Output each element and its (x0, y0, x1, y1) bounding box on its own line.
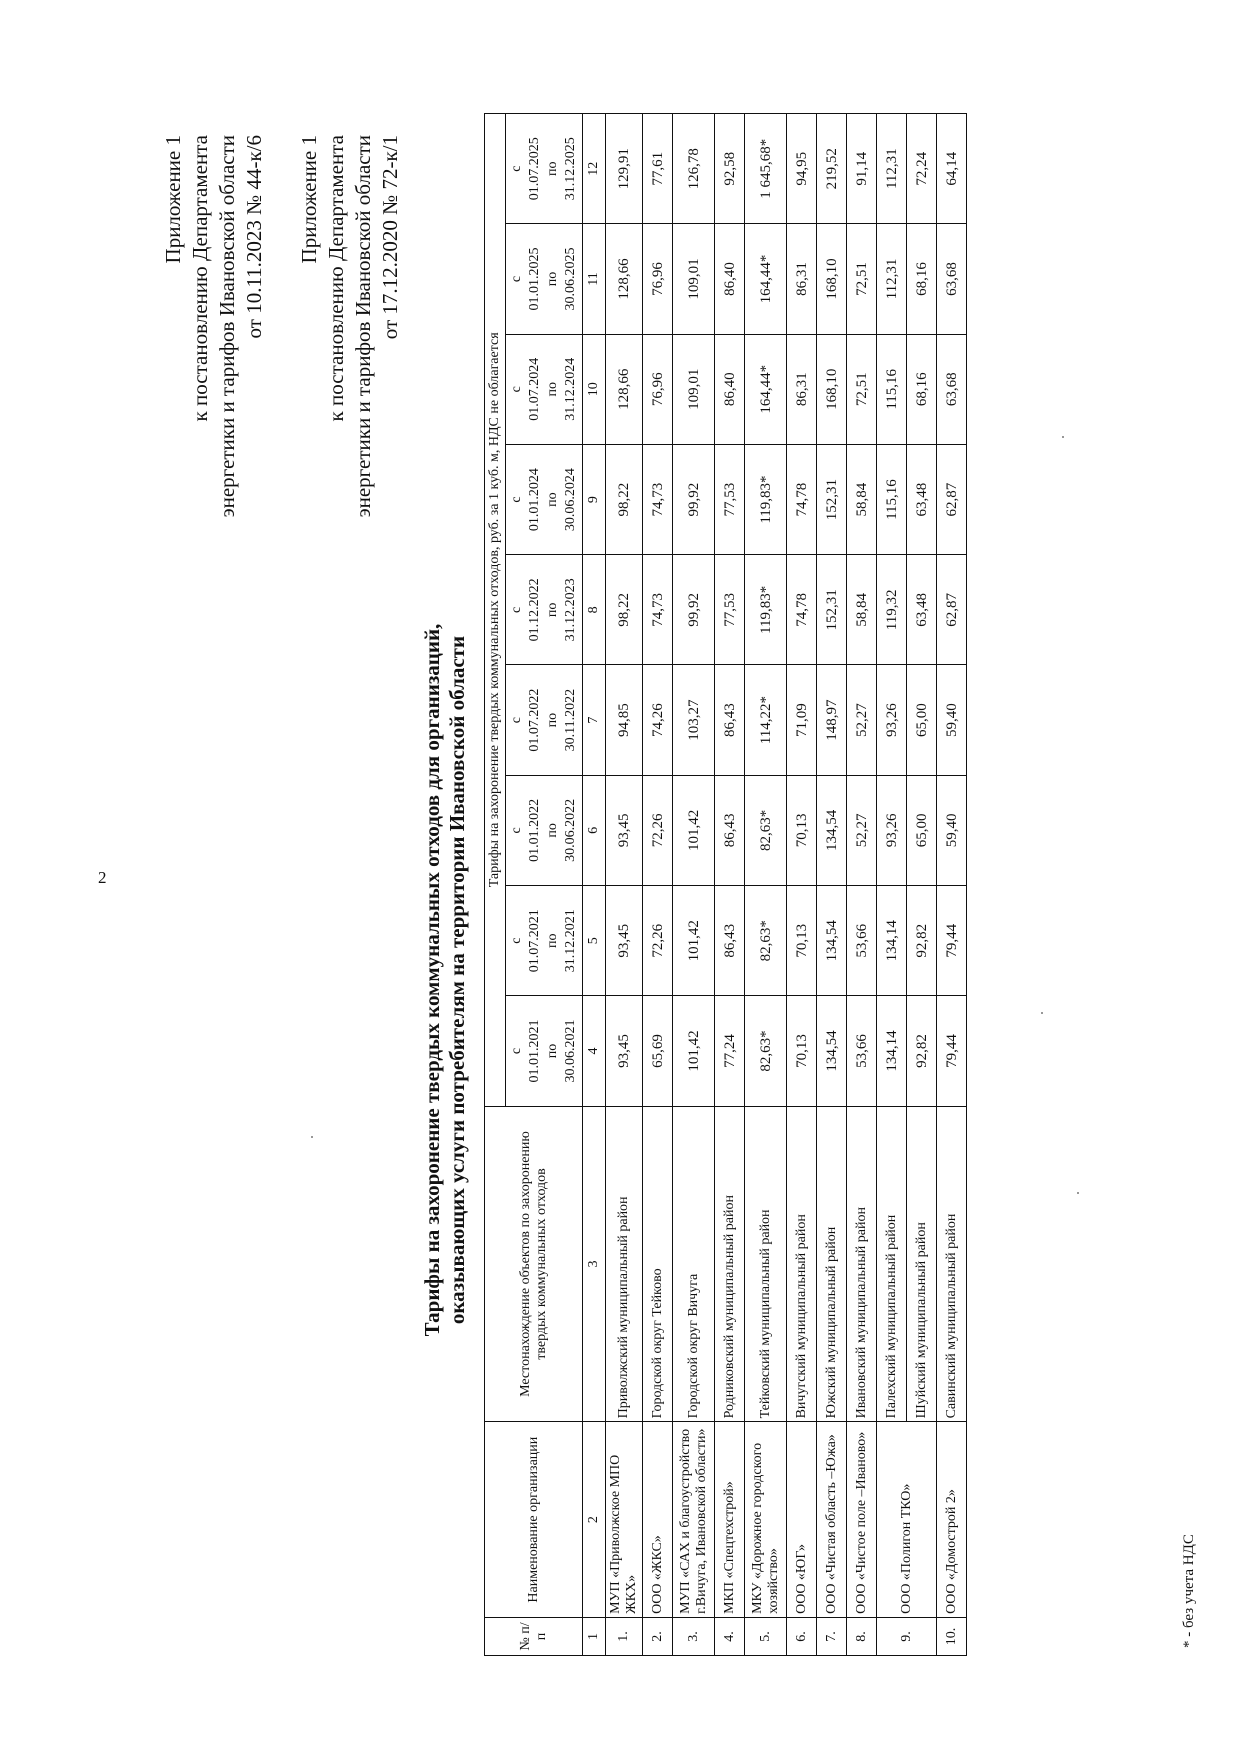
organization-name: МУП «Приволжское МПО ЖКХ» (606, 1422, 643, 1618)
table-row (745, 114, 787, 1656)
period-end: 30.06.2024 (563, 468, 578, 532)
tariff-value: 126,78 (673, 114, 715, 224)
tariff-value: 114,22* (745, 665, 787, 775)
period-end: 30.11.2022 (563, 688, 578, 752)
table-row (787, 114, 817, 1656)
organization-name: МКП «Спецтехстрой» (715, 1422, 745, 1618)
row-number: 9. (877, 1617, 937, 1655)
tariff-value: 129,91 (606, 114, 643, 224)
row-number: 6. (787, 1617, 817, 1655)
period-by: по (545, 602, 560, 618)
tariff-value: 99,92 (673, 555, 715, 665)
tariff-value: 86,43 (715, 775, 745, 885)
period-by: по (545, 712, 560, 728)
column-index: 11 (583, 224, 606, 334)
tariff-value: 68,16 (907, 334, 937, 444)
tariff-value: 52,27 (847, 775, 877, 885)
column-index: 1 (583, 1617, 606, 1655)
tariff-value: 65,00 (907, 775, 937, 885)
table-row (606, 114, 643, 1656)
organization-name: ООО «ЖКС» (643, 1422, 673, 1618)
period-start: 01.01.2021 (527, 1019, 542, 1083)
organization-name: ООО «Чистая область –Южа» (817, 1422, 847, 1618)
period-by: по (545, 933, 560, 948)
title-line: оказывающих услуги потребителям на территории Ивановской области (445, 635, 469, 1325)
tariff-value: 134,54 (817, 996, 847, 1106)
period-start: 01.01.2022 (527, 798, 542, 862)
organization-name: ООО «Домострой 2» (937, 1422, 967, 1618)
tariff-value: 52,27 (847, 665, 877, 775)
appendix-line: от 10.11.2023 № 44-к/6 (242, 135, 266, 339)
document-title (420, 400, 470, 1560)
tariff-value: 72,26 (643, 886, 673, 996)
period-from: с (509, 386, 524, 393)
tariff-value: 134,54 (817, 775, 847, 885)
period-end: 30.06.2025 (563, 247, 578, 311)
landfill-location: Родниковский муниципальный район (715, 1106, 745, 1422)
appendix-block-2023 (160, 135, 268, 517)
header-org: Наименование организации (485, 1422, 583, 1618)
period-by: по (545, 271, 560, 287)
period-by: по (545, 1043, 560, 1059)
tariff-value: 134,14 (877, 996, 907, 1106)
tariff-value: 119,83* (745, 444, 787, 554)
appendix-line: энергетики и тарифов Ивановской области (215, 135, 239, 518)
column-index: 8 (583, 555, 606, 665)
organization-name: ООО «Полигон ТКО» (877, 1422, 937, 1618)
appendix-line: к постановлению Департамента (188, 135, 212, 422)
period-from: с (509, 1047, 524, 1055)
landfill-location: Палехский муниципальный район (877, 1106, 907, 1422)
column-index: 5 (583, 886, 606, 996)
column-index: 7 (583, 665, 606, 775)
tariff-value: 93,26 (877, 775, 907, 885)
tariff-value: 74,78 (787, 444, 817, 554)
appendix-line: энергетики и тарифов Ивановской области (351, 135, 375, 518)
period-start: 01.12.2022 (527, 578, 542, 642)
tariff-value: 92,82 (907, 996, 937, 1106)
row-number: 5. (745, 1617, 787, 1655)
appendix-block-2020 (296, 135, 404, 517)
tariff-value: 77,61 (643, 114, 673, 224)
tariff-value: 72,24 (907, 114, 937, 224)
organization-name: МКУ «Дорожное городского хозяйство» (745, 1422, 787, 1618)
tariff-value: 63,68 (937, 334, 967, 444)
tariff-value: 72,51 (847, 334, 877, 444)
period-start: 01.07.2025 (527, 137, 542, 201)
period-from: с (509, 496, 524, 503)
row-number: 1. (606, 1617, 643, 1655)
tariff-value: 72,26 (643, 775, 673, 885)
tariff-value: 99,92 (673, 444, 715, 554)
tariff-value: 63,48 (907, 444, 937, 554)
header-location: Местонахождение объектов по захоронению твердых коммунальных отходов (485, 1106, 583, 1422)
period-start: 01.07.2024 (527, 357, 542, 421)
tariff-value: 77,53 (715, 444, 745, 554)
landfill-location: Шуйский муниципальный район (907, 1106, 937, 1422)
period-header (506, 996, 583, 1106)
period-from: с (509, 717, 524, 724)
tariff-value: 219,52 (817, 114, 847, 224)
landfill-location: Южский муниципальный район (817, 1106, 847, 1422)
tariff-value: 62,87 (937, 555, 967, 665)
tariff-value: 86,31 (787, 224, 817, 334)
period-start: 01.07.2021 (527, 909, 542, 973)
tariff-value: 98,22 (606, 555, 643, 665)
column-index: 4 (583, 996, 606, 1106)
table-row (715, 114, 745, 1656)
tariff-value: 79,44 (937, 996, 967, 1106)
landfill-location: Городской округ Вичуга (673, 1106, 715, 1422)
tariff-value: 62,87 (937, 444, 967, 554)
tariff-value: 109,01 (673, 224, 715, 334)
column-index: 9 (583, 444, 606, 554)
tariff-value: 152,31 (817, 444, 847, 554)
header-tariffs: Тарифы на захоронение твердых коммунальных отходов, руб. за 1 куб. м, НДС не облагается (485, 114, 506, 1107)
appendix-line: от 17.12.2020 № 72-к/1 (378, 135, 402, 340)
period-from: с (509, 937, 524, 944)
tariff-value: 86,31 (787, 334, 817, 444)
tariff-value: 93,45 (606, 775, 643, 885)
organization-name: ООО «Чистое поле –Иваново» (847, 1422, 877, 1618)
tariff-value: 86,40 (715, 334, 745, 444)
page-number: 2 (98, 868, 107, 887)
landfill-location: Вичугский муниципальный район (787, 1106, 817, 1422)
tariff-value: 101,42 (673, 886, 715, 996)
tariff-value: 70,13 (787, 775, 817, 885)
tariff-value: 164,44* (745, 224, 787, 334)
landfill-location: Савинский муниципальный район (937, 1106, 967, 1422)
row-number: 7. (817, 1617, 847, 1655)
table-row (877, 114, 907, 1656)
tariff-value: 148,97 (817, 665, 847, 775)
period-by: по (545, 161, 560, 176)
column-index: 6 (583, 775, 606, 885)
tariff-value: 92,58 (715, 114, 745, 224)
tariff-value: 70,13 (787, 886, 817, 996)
period-end: 31.12.2021 (563, 909, 578, 973)
period-start: 01.01.2024 (527, 468, 542, 532)
appendix-line: Приложение 1 (161, 135, 185, 264)
column-index-row (583, 114, 606, 1656)
tariff-value: 101,42 (673, 996, 715, 1106)
title-line: Тарифы на захоронение твердых коммунальных отходов для организаций, (420, 623, 444, 1337)
tariff-value: 94,95 (787, 114, 817, 224)
period-header (506, 775, 583, 885)
row-number: 3. (673, 1617, 715, 1655)
tariff-value: 77,53 (715, 555, 745, 665)
column-index: 3 (583, 1106, 606, 1422)
landfill-location: Тейковский муниципальный район (745, 1106, 787, 1422)
row-number: 10. (937, 1617, 967, 1655)
tariff-value: 86,40 (715, 224, 745, 334)
tariff-value: 168,10 (817, 224, 847, 334)
tariff-value: 152,31 (817, 555, 847, 665)
tariff-value: 74,26 (643, 665, 673, 775)
period-start: 01.07.2022 (527, 688, 542, 752)
table-row (673, 114, 715, 1656)
period-end: 30.06.2022 (563, 798, 578, 862)
tariff-value: 70,13 (787, 996, 817, 1106)
table-row (817, 114, 847, 1656)
tariff-value: 168,10 (817, 334, 847, 444)
tariff-value: 65,69 (643, 996, 673, 1106)
tariff-value: 112,31 (877, 114, 907, 224)
period-end: 31.12.2023 (563, 578, 578, 642)
period-from: с (509, 827, 524, 834)
tariff-value: 63,68 (937, 224, 967, 334)
table-row (937, 114, 967, 1656)
period-end: 31.12.2025 (563, 137, 578, 201)
landfill-location: Городской округ Тейково (643, 1106, 673, 1422)
landfill-location: Ивановский муниципальный район (847, 1106, 877, 1422)
header-num: № п/п (485, 1617, 583, 1655)
tariff-value: 94,85 (606, 665, 643, 775)
tariff-value: 128,66 (606, 224, 643, 334)
tariff-value: 1 645,68* (745, 114, 787, 224)
table-row (643, 114, 673, 1656)
tariff-value: 58,84 (847, 555, 877, 665)
appendix-line: Приложение 1 (297, 135, 321, 264)
tariff-value: 68,16 (907, 224, 937, 334)
tariff-value: 92,82 (907, 886, 937, 996)
column-index: 10 (583, 334, 606, 444)
tariff-value: 119,83* (745, 555, 787, 665)
tariff-value: 112,31 (877, 224, 907, 334)
tariff-value: 86,43 (715, 886, 745, 996)
tariff-value: 93,26 (877, 665, 907, 775)
tariff-value: 93,45 (606, 996, 643, 1106)
tariff-value: 74,73 (643, 555, 673, 665)
tariff-value: 58,84 (847, 444, 877, 554)
tariff-table (484, 113, 967, 1656)
tariff-value: 53,66 (847, 886, 877, 996)
period-by: по (545, 492, 560, 507)
tariff-value: 119,32 (877, 555, 907, 665)
period-header (506, 665, 583, 775)
organization-name: ООО «ЮГ» (787, 1422, 817, 1618)
row-number: 8. (847, 1617, 877, 1655)
period-from: с (509, 606, 524, 613)
tariff-value: 74,78 (787, 555, 817, 665)
period-header (506, 444, 583, 554)
tariff-value: 98,22 (606, 444, 643, 554)
tariff-value: 63,48 (907, 555, 937, 665)
column-index: 2 (583, 1422, 606, 1618)
column-index: 12 (583, 114, 606, 224)
tariff-value: 115,16 (877, 334, 907, 444)
tariff-value: 79,44 (937, 886, 967, 996)
period-by: по (545, 823, 560, 838)
period-header (506, 886, 583, 996)
row-number: 4. (715, 1617, 745, 1655)
tariff-value: 53,66 (847, 996, 877, 1106)
period-header (506, 224, 583, 334)
landfill-location: Приволжский муниципальный район (606, 1106, 643, 1422)
tariff-value: 164,44* (745, 334, 787, 444)
tariff-value: 82,63* (745, 886, 787, 996)
period-header (506, 334, 583, 444)
organization-name: МУП «САХ и благоустройство г.Вичуга, Ивановской области» (673, 1422, 715, 1618)
table-body (606, 114, 967, 1656)
tariff-value: 91,14 (847, 114, 877, 224)
tariff-value: 59,40 (937, 775, 967, 885)
tariff-value: 59,40 (937, 665, 967, 775)
tariff-value: 115,16 (877, 444, 907, 554)
tariff-value: 76,96 (643, 334, 673, 444)
tariff-value: 109,01 (673, 334, 715, 444)
period-by: по (545, 382, 560, 397)
period-start: 01.01.2025 (527, 247, 542, 311)
tariff-value: 72,51 (847, 224, 877, 334)
tariff-value: 103,27 (673, 665, 715, 775)
row-number: 2. (643, 1617, 673, 1655)
tariff-value: 74,73 (643, 444, 673, 554)
appendix-line: к постановлению Департамента (324, 135, 348, 422)
period-end: 31.12.2024 (563, 357, 578, 421)
tariff-value: 134,14 (877, 886, 907, 996)
tariff-value: 77,24 (715, 996, 745, 1106)
tariff-value: 76,96 (643, 224, 673, 334)
period-end: 30.06.2021 (563, 1019, 578, 1083)
period-from: с (509, 165, 524, 172)
tariff-value: 134,54 (817, 886, 847, 996)
table-row (847, 114, 877, 1656)
tariff-value: 82,63* (745, 775, 787, 885)
tariff-value: 82,63* (745, 996, 787, 1106)
tariff-value: 65,00 (907, 665, 937, 775)
tariff-value: 86,43 (715, 665, 745, 775)
tariff-value: 93,45 (606, 886, 643, 996)
tariff-value: 128,66 (606, 334, 643, 444)
tariff-value: 64,14 (937, 114, 967, 224)
footnote: * - без учета НДС (1181, 1534, 1197, 1648)
tariff-value: 71,09 (787, 665, 817, 775)
tariff-value: 101,42 (673, 775, 715, 885)
rotated-page-content (108, 65, 1238, 1710)
period-header (506, 114, 583, 224)
period-from: с (509, 275, 524, 283)
period-header (506, 555, 583, 665)
